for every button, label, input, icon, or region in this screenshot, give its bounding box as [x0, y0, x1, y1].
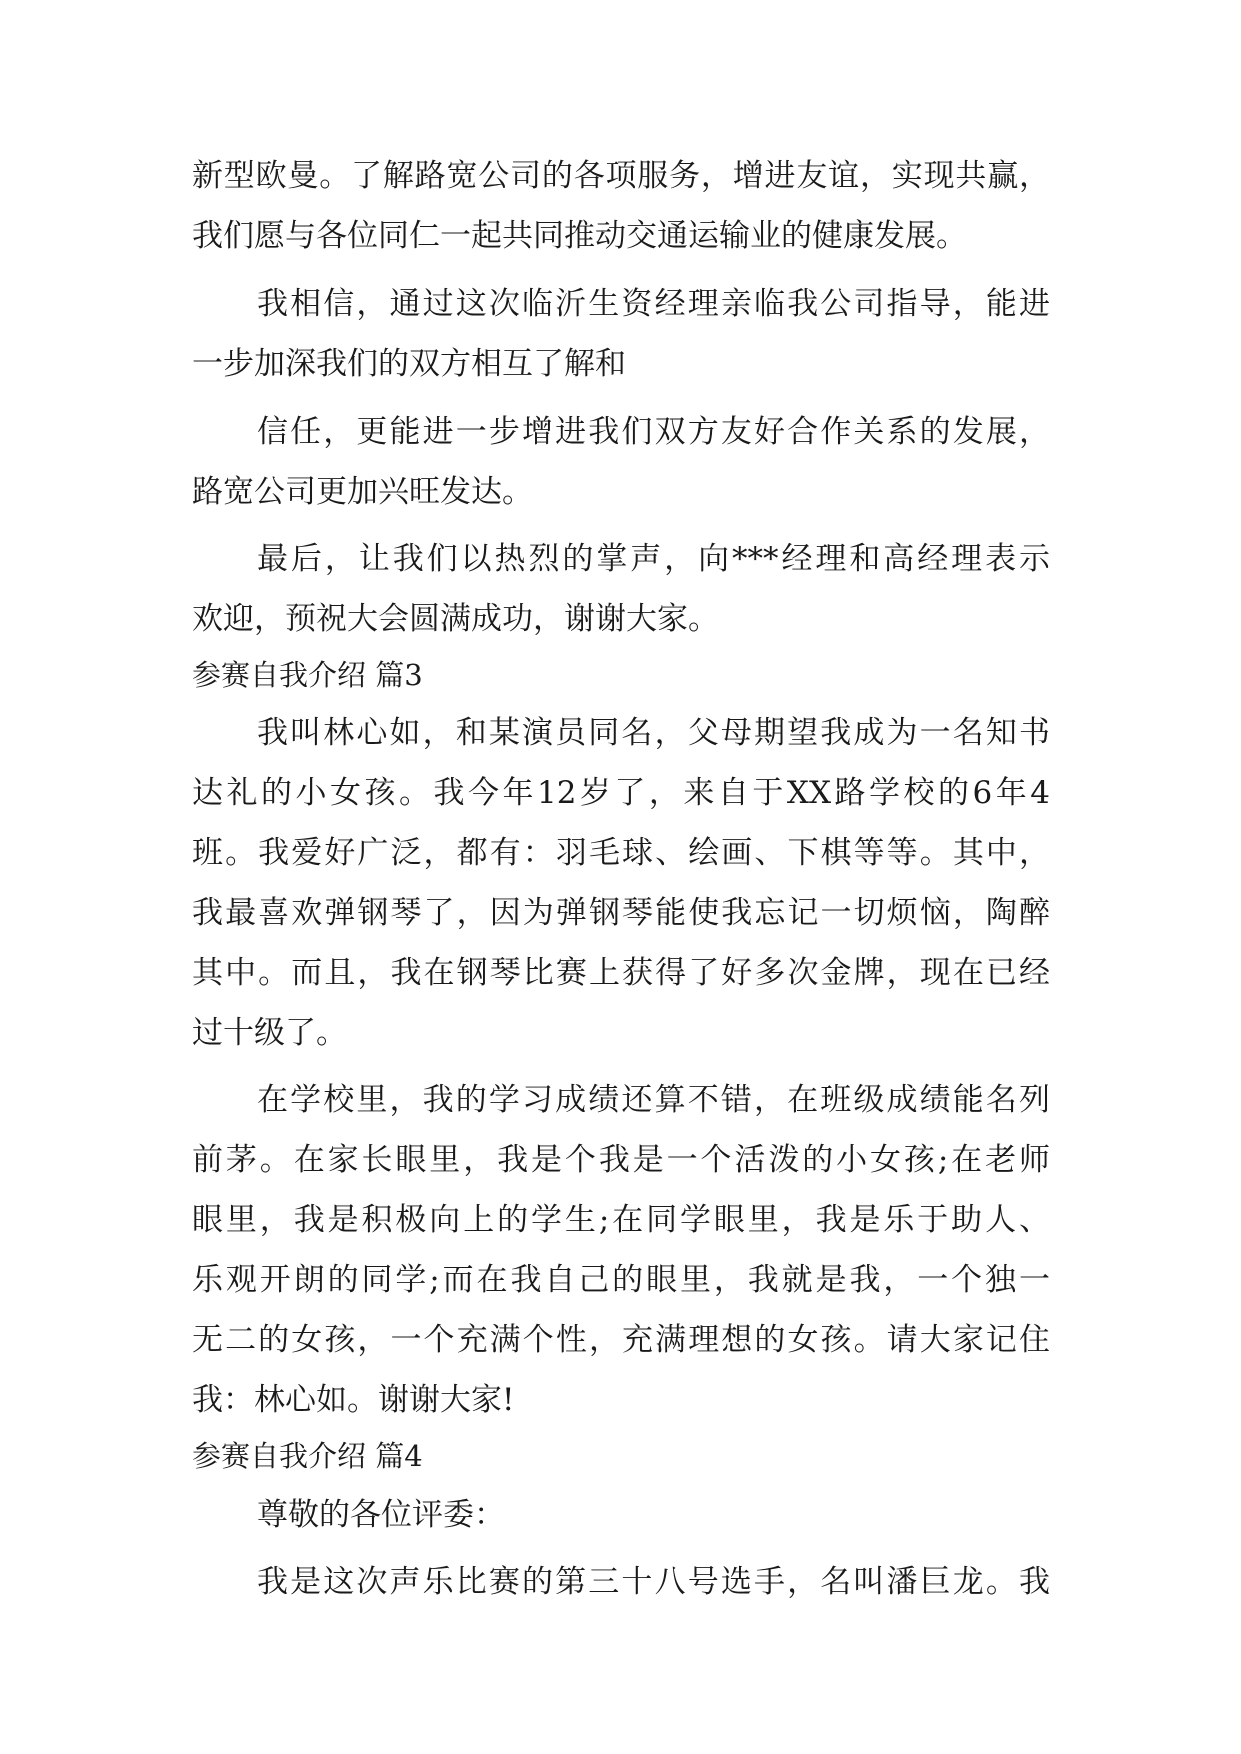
paragraph-line: 路宽公司更加兴旺发达。: [192, 474, 533, 510]
paragraph-line: 我：林心如。谢谢大家!: [192, 1382, 515, 1418]
paragraph-line: 新型欧曼。了解路宽公司的各项服务，增进友谊，实现共赢，: [192, 158, 1050, 194]
paragraph-line: 我是这次声乐比赛的第三十八号选手，名叫潘巨龙。我: [257, 1564, 1050, 1600]
paragraph-line: 前茅。在家长眼里，我是个我是一个活泼的小女孩;在老师: [192, 1142, 1050, 1178]
paragraph-line: 尊敬的各位评委：: [257, 1497, 505, 1533]
paragraph-line: 我相信，通过这次临沂生资经理亲临我公司指导，能进: [257, 286, 1050, 322]
paragraph-line: 眼里，我是积极向上的学生;在同学眼里，我是乐于助人、: [192, 1202, 1050, 1238]
paragraph-line: 达礼的小女孩。我今年12岁了，来自于XX路学校的6年4: [192, 775, 1050, 811]
paragraph-line: 我们愿与各位同仁一起共同推动交通运输业的健康发展。: [192, 218, 967, 254]
paragraph-line: 信任，更能进一步增进我们双方友好合作关系的发展，: [257, 414, 1050, 450]
section-heading: 参赛自我介绍 篇4: [192, 1439, 423, 1473]
paragraph-line: 过十级了。: [192, 1015, 347, 1051]
paragraph-line: 我叫林心如，和某演员同名，父母期望我成为一名知书: [257, 715, 1050, 751]
paragraph-line: 一步加深我们的双方相互了解和: [192, 346, 626, 382]
paragraph-line: 班。我爱好广泛，都有：羽毛球、绘画、下棋等等。其中，: [192, 835, 1050, 871]
paragraph-line: 其中。而且，我在钢琴比赛上获得了好多次金牌，现在已经: [192, 955, 1050, 991]
paragraph-line: 乐观开朗的同学;而在我自己的眼里，我就是我，一个独一: [192, 1262, 1050, 1298]
section-heading: 参赛自我介绍 篇3: [192, 658, 423, 692]
paragraph-line: 我最喜欢弹钢琴了，因为弹钢琴能使我忘记一切烦恼，陶醉: [192, 895, 1050, 931]
paragraph-line: 最后，让我们以热烈的掌声，向***经理和高经理表示: [257, 541, 1050, 577]
paragraph-line: 无二的女孩，一个充满个性，充满理想的女孩。请大家记住: [192, 1322, 1050, 1358]
paragraph-line: 在学校里，我的学习成绩还算不错，在班级成绩能名列: [257, 1082, 1050, 1118]
paragraph-line: 欢迎，预祝大会圆满成功，谢谢大家。: [192, 601, 719, 637]
